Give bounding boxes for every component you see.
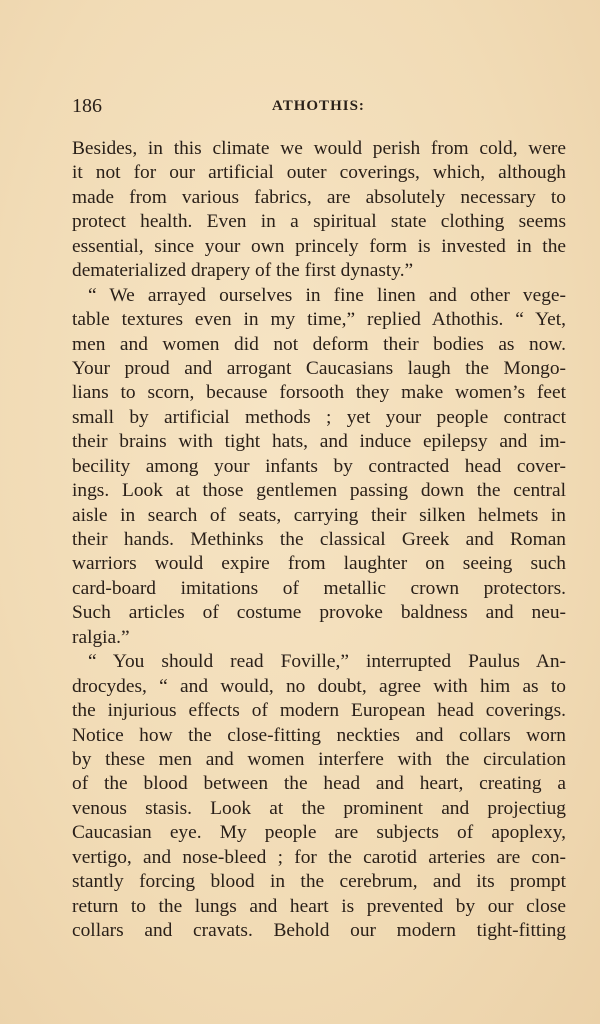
text-line: “ You should read Foville,” interrupted Paulus An- (88, 651, 566, 673)
text-line: return to the lungs and heart is prevented by our close (72, 895, 566, 917)
text-line: drocydes, “ and would, no doubt, agree with him as to (72, 675, 566, 697)
text-line: their brains with tight hats, and induce epilepsy and im- (72, 431, 566, 453)
text-line: the injurious effects of modern European head coverings. (72, 700, 566, 722)
text-line: essential, since your own princely form is invested in the (72, 235, 566, 257)
text-line: dematerialized drapery of the first dynasty.” (72, 260, 414, 282)
text-line: card-board imitations of metallic crown protectors. (72, 577, 566, 599)
text-line: venous stasis. Look at the prominent and projectiug (72, 797, 566, 819)
text-line: becility among your infants by contracted head cover- (72, 455, 566, 477)
text-line: Such articles of costume provoke baldness and neu- (72, 602, 566, 624)
text-line: their hands. Methinks the classical Greek and Roman (72, 529, 566, 550)
text-line: men and women did not deform their bodies as now. (72, 333, 566, 355)
page-number: 186 (72, 95, 102, 117)
text-line: vertigo, and nose-bleed ; for the carotid arteries are con- (72, 846, 566, 868)
text-line: stantly forcing blood in the cerebrum, and its prompt (72, 871, 566, 893)
text-line: lians to scorn, because forsooth they make women’s feet (72, 382, 566, 404)
text-line: by these men and women interfere with the circulation (72, 748, 566, 770)
text-line: ralgia.” (72, 626, 130, 648)
text-line: protect health. Even in a spiritual state clothing seems (72, 211, 566, 233)
text-line: Notice how the close-fitting neckties and collars worn (72, 724, 566, 746)
text-line: small by artificial methods ; yet your people contract (72, 406, 566, 428)
text-line: Your proud and arrogant Caucasians laugh the Mongo- (72, 357, 566, 379)
text-line: collars and cravats. Behold our modern tight-fitting (72, 920, 566, 941)
text-line: of the blood between the head and heart, creating a (72, 773, 566, 795)
body-text (72, 137, 566, 943)
running-head (72, 94, 566, 118)
text-line: table textures even in my time,” replied Athothis. “ Yet, (72, 309, 566, 331)
text-line: Besides, in this climate we would perish from cold, were (72, 138, 566, 159)
text-line: Caucasian eye. My people are subjects of apoplexy, (72, 822, 566, 844)
text-line: ings. Look at those gentlemen passing down the central (72, 480, 566, 502)
text-line: “ We arrayed ourselves in fine linen and other vege- (88, 284, 566, 306)
text-line: it not for our artificial outer coverings, which, although (72, 162, 566, 184)
text-line: aisle in search of seats, carrying their silken helmets in (72, 504, 566, 526)
text-line: made from various fabrics, are absolutely necessary to (72, 186, 566, 208)
running-title: ATHOTHIS: (272, 98, 365, 114)
text-line: warriors would expire from laughter on seeing such (72, 553, 566, 575)
